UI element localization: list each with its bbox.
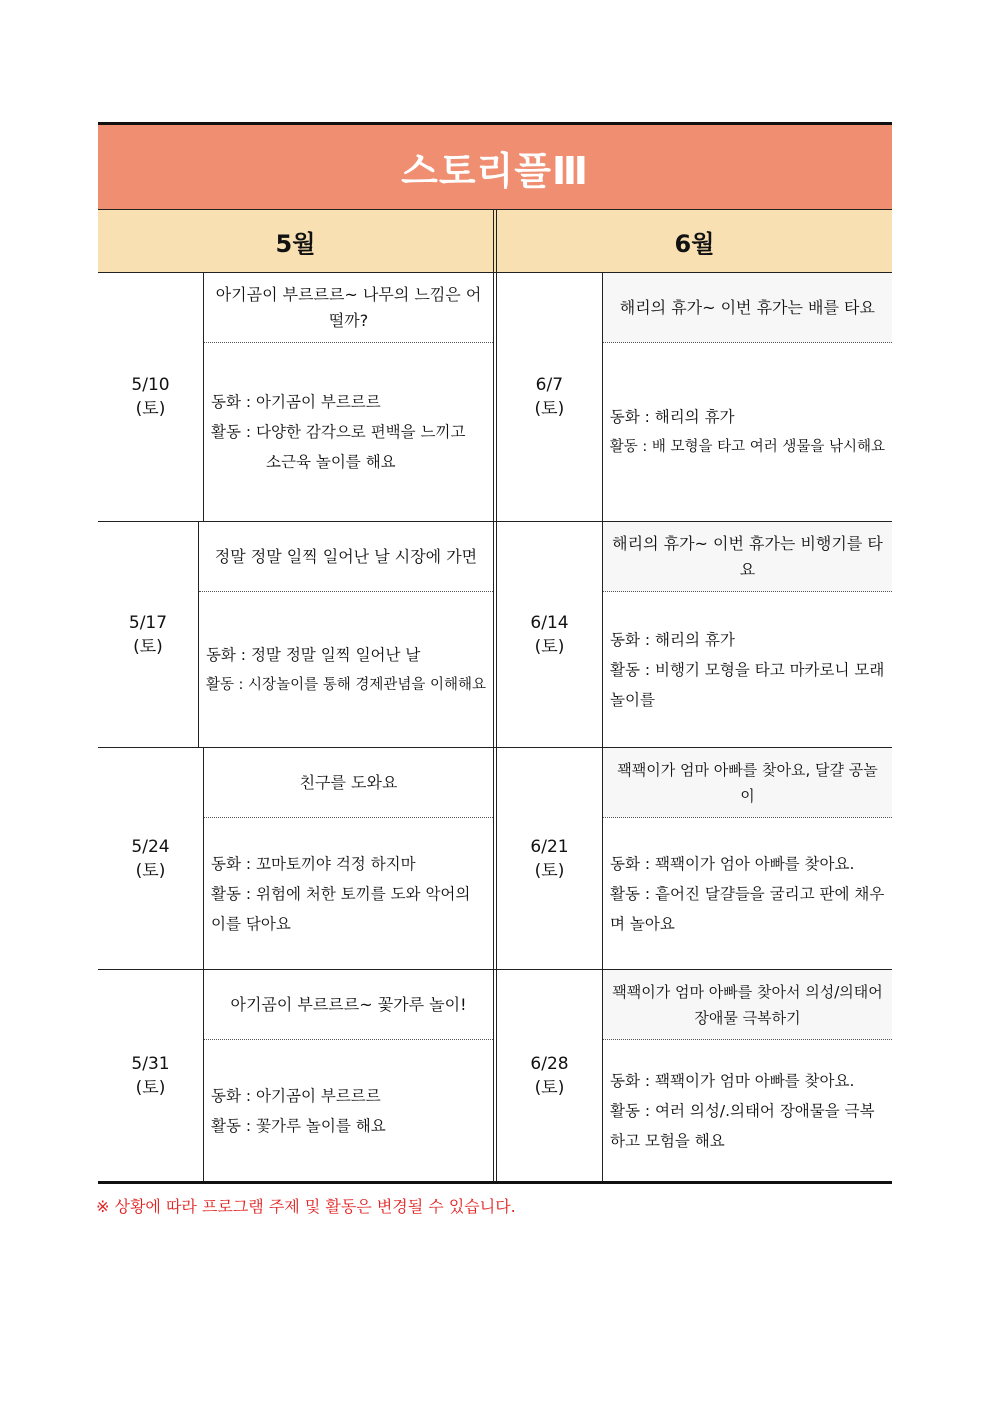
- week-row-3: [98, 748, 892, 970]
- activity-text-continued: 소근육 놀이를 해요: [266, 453, 396, 471]
- detail-cell: [603, 592, 892, 747]
- date-label: 5/17: [128, 612, 168, 633]
- day-label: (토): [135, 860, 166, 881]
- may-week-3: [98, 748, 493, 969]
- story-text: 동화 : 정말 정말 일찍 일어난 날: [205, 645, 421, 664]
- topic-cell: 친구를 도와요: [204, 748, 493, 818]
- date-label: 6/14: [530, 612, 569, 633]
- story-text: 동화 : 해리의 휴가: [609, 408, 735, 426]
- topic-cell: 해리의 휴가~ 이번 휴가는 비행기를 타요: [603, 522, 892, 592]
- week-row-1: [98, 273, 892, 522]
- story-text: 동화 : 꼬마토끼야 걱정 하지마: [211, 854, 416, 873]
- date-cell: [98, 273, 204, 521]
- date-label: 5/31: [131, 1053, 170, 1074]
- month-header-row: [98, 210, 892, 273]
- topic-cell: 아기곰이 부르르르~ 꽃가루 놀이!: [204, 970, 493, 1040]
- date-cell: [497, 273, 603, 521]
- may-week-1: [98, 273, 493, 521]
- topic-cell: 꽥꽥이가 엄마 아빠를 찾아서 의성/의태어 장애물 극복하기: [603, 970, 892, 1040]
- detail-cell: [603, 1040, 892, 1181]
- june-week-4: [497, 970, 892, 1181]
- date-cell: [98, 748, 204, 969]
- may-week-4: [98, 970, 493, 1181]
- activity-text: 활동 : 흩어진 달걀들을 굴리고 판에 채우며 놀아요: [610, 884, 885, 933]
- activity-text: 활동 : 위험에 처한 토끼를 도와 악어의 이를 닦아요: [211, 884, 471, 933]
- day-label: (토): [534, 1077, 565, 1098]
- topic-cell: 아기곰이 부르르르~ 나무의 느낌은 어떨까?: [204, 273, 493, 343]
- month-may-header: 5월: [275, 229, 316, 258]
- story-text: 동화 : 아기곰이 부르르르: [211, 393, 381, 411]
- day-label: (토): [534, 636, 565, 657]
- date-cell: [98, 970, 204, 1181]
- detail-cell: [603, 343, 892, 521]
- title-banner: [98, 125, 892, 210]
- month-june-header: 6월: [674, 229, 715, 258]
- date-label: 6/28: [530, 1053, 569, 1074]
- day-label: (토): [135, 399, 166, 419]
- day-label: (토): [133, 636, 163, 657]
- topic-cell: 꽥꽥이가 엄마 아빠를 찾아요, 달걀 공놀이: [603, 748, 892, 818]
- date-label: 6/7: [535, 375, 564, 395]
- activity-text: 활동 : 여러 의성/.의태어 장애물을 극복하고 모험을 해요: [610, 1101, 875, 1150]
- detail-cell: [603, 818, 892, 969]
- date-label: 5/10: [131, 375, 170, 395]
- story-text: 동화 : 아기곰이 부르르르: [211, 1086, 381, 1105]
- day-label: (토): [534, 860, 565, 881]
- footnote: ※ 상황에 따라 프로그램 주제 및 활동은 변경될 수 있습니다.: [96, 1197, 516, 1216]
- program-title: 스토리플Ⅲ: [401, 148, 589, 193]
- date-label: 5/24: [131, 836, 170, 857]
- date-cell: [497, 970, 603, 1181]
- story-text: 동화 : 꽥꽥이가 엄마 아빠를 찾아요.: [610, 1071, 855, 1090]
- program-table: [98, 122, 892, 1184]
- detail-cell: [204, 343, 493, 521]
- week-row-4: [98, 970, 892, 1181]
- detail-cell: [204, 1040, 493, 1181]
- date-cell: [497, 522, 603, 747]
- day-label: (토): [534, 399, 565, 419]
- activity-text: 활동 : 시장놀이를 통해 경제관념을 이해해요: [205, 676, 486, 693]
- activity-text: 활동 : 배 모형을 타고 여러 생물을 낚시해요: [609, 439, 885, 455]
- activity-text: 활동 : 다양한 감각으로 편백을 느끼고: [211, 423, 466, 441]
- date-cell: [497, 748, 603, 969]
- june-week-2: [497, 522, 892, 747]
- story-text: 동화 : 꽥꽥이가 엄아 아빠를 찾아요.: [610, 854, 855, 873]
- june-week-3: [497, 748, 892, 969]
- week-row-2: [98, 522, 892, 748]
- date-cell: [98, 522, 199, 747]
- detail-cell: [199, 592, 493, 747]
- activity-text: 활동 : 비행기 모형을 타고 마카로니 모래 놀이를: [610, 660, 885, 709]
- story-text: 동화 : 해리의 휴가: [610, 630, 735, 649]
- detail-cell: [204, 818, 493, 969]
- date-label: 6/21: [530, 836, 569, 857]
- topic-cell: 해리의 휴가~ 이번 휴가는 배를 타요: [603, 273, 892, 343]
- topic-cell: 정말 정말 일찍 일어난 날 시장에 가면: [199, 522, 493, 592]
- may-week-2: [98, 522, 493, 747]
- june-week-1: [497, 273, 892, 521]
- day-label: (토): [135, 1077, 166, 1098]
- activity-text: 활동 : 꽃가루 놀이를 해요: [211, 1116, 386, 1135]
